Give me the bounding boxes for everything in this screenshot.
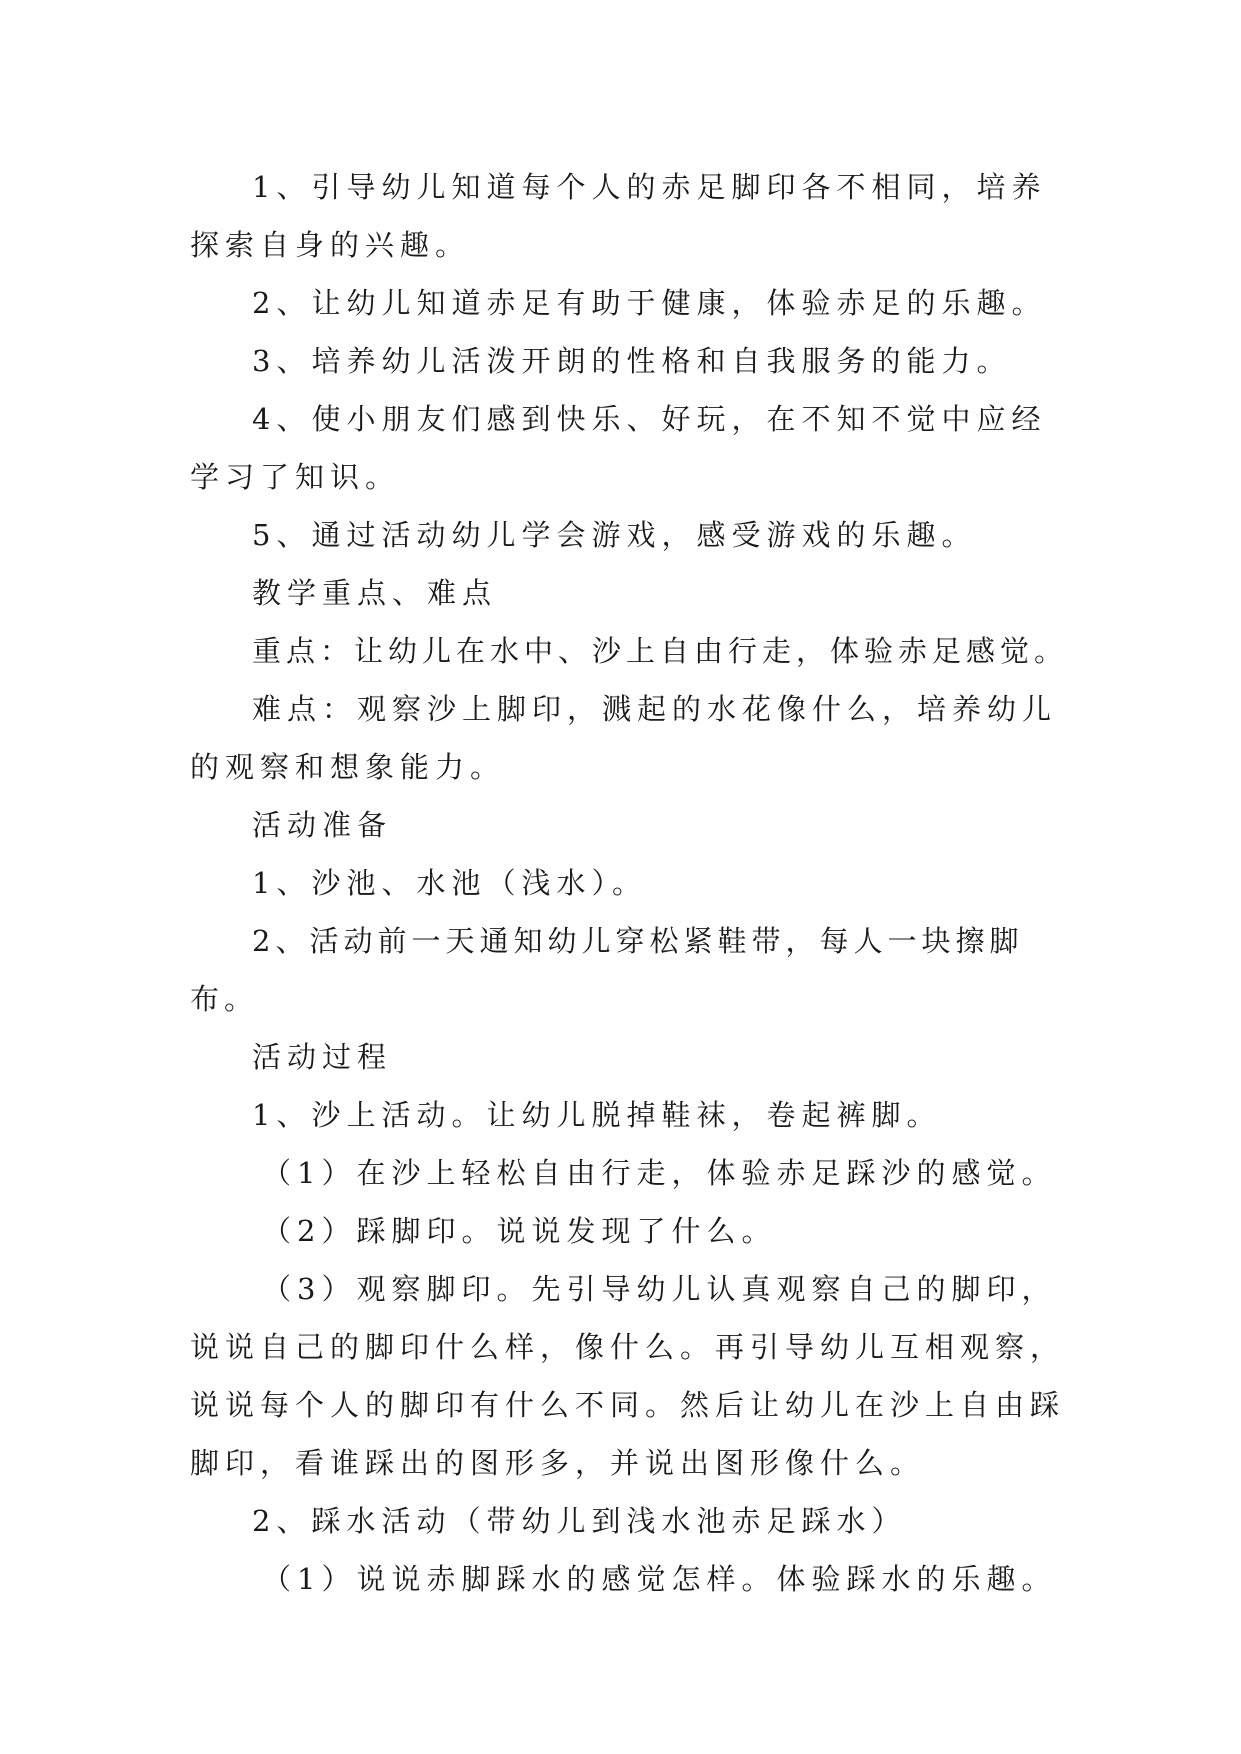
process-step-1-2: （2）踩脚印。说说发现了什么。 bbox=[262, 1214, 777, 1248]
goal-4: 4、使小朋友们感到快乐、好玩，在不知不觉中应经学习了知识。 bbox=[190, 402, 1047, 494]
goal-2: 2、让幼儿知道赤足有助于健康，体验赤足的乐趣。 bbox=[252, 286, 1047, 320]
section-heading-process: 活动过程 bbox=[252, 1040, 393, 1074]
process-step-1: 1、沙上活动。让幼儿脱掉鞋袜，卷起裤脚。 bbox=[252, 1098, 942, 1132]
goal-5: 5、通过活动幼儿学会游戏，感受游戏的乐趣。 bbox=[252, 518, 977, 552]
section-heading-preparation: 活动准备 bbox=[252, 808, 393, 842]
process-step-2: 2、踩水活动（带幼儿到浅水池赤足踩水） bbox=[252, 1504, 907, 1538]
difficult-point: 难点：观察沙上脚印，溅起的水花像什么，培养幼儿的观察和想象能力。 bbox=[190, 692, 1058, 784]
process-step-1-1: （1）在沙上轻松自由行走，体验赤足踩沙的感觉。 bbox=[262, 1156, 1057, 1190]
process-step-2-1: （1）说说赤脚踩水的感觉怎样。体验踩水的乐趣。 bbox=[262, 1562, 1057, 1596]
process-step-1-3: （3）观察脚印。先引导幼儿认真观察自己的脚印，说说自己的脚印什么样，像什么。再引导幼儿互相观察，说说每个人的脚印有什么不同。然后让幼儿在沙上自由踩脚印，看谁踩出的图形多，并说出图形像什么。 bbox=[190, 1272, 1066, 1480]
document-body bbox=[190, 158, 1070, 1608]
preparation-1: 1、沙池、水池（浅水）。 bbox=[252, 866, 647, 900]
goal-3: 3、培养幼儿活泼开朗的性格和自我服务的能力。 bbox=[252, 344, 1012, 378]
goal-1: 1、引导幼儿知道每个人的赤足脚印各不相同，培养探索自身的兴趣。 bbox=[190, 170, 1047, 262]
key-point: 重点：让幼儿在水中、沙上自由行走，体验赤足感觉。 bbox=[252, 634, 1069, 668]
section-heading-key-points: 教学重点、难点 bbox=[252, 576, 498, 610]
preparation-2: 2、活动前一天通知幼儿穿松紧鞋带，每人一块擦脚布。 bbox=[190, 924, 1024, 1016]
